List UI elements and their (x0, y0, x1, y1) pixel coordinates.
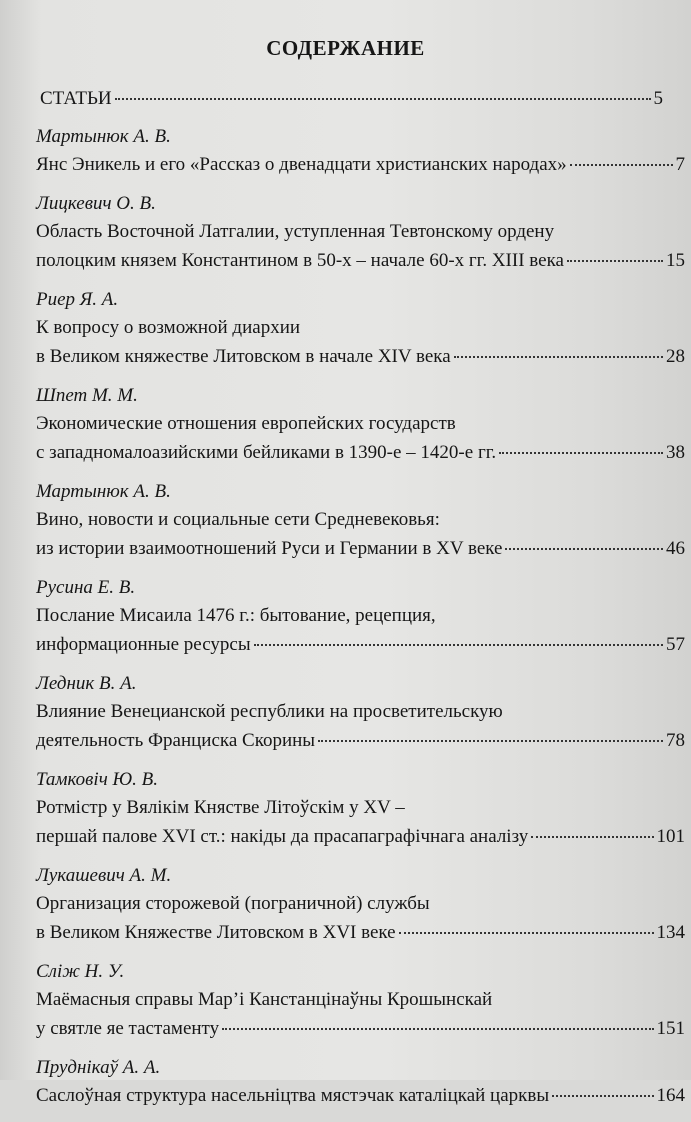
entry-page-number: 101 (656, 826, 685, 847)
entry-author: Русина Е. В. (36, 577, 136, 598)
toc-entry (36, 767, 685, 851)
entry-title-text: Маёмасныя справы Мар’і Канстанцінаўны Крошынскай (36, 989, 493, 1010)
entry-title-line (36, 726, 685, 755)
page-title: СОДЕРЖАНИЕ (266, 36, 425, 60)
section-heading (40, 88, 663, 110)
table-of-contents (36, 124, 685, 1122)
toc-entry (36, 671, 685, 755)
toc-entry (36, 1055, 685, 1110)
leader-dots (399, 931, 654, 934)
entry-title-line (36, 150, 685, 179)
entry-title-line (36, 1014, 685, 1043)
entry-title-text: в Великом княжестве Литовском в начале XIV века (36, 346, 451, 367)
entry-title-text: К вопросу о возможной диархии (36, 317, 301, 338)
entry-title-line (36, 793, 685, 822)
entry-page-number: 46 (666, 538, 685, 559)
entry-title-line (36, 630, 685, 659)
entry-title-line (36, 918, 685, 947)
toc-entry (36, 124, 685, 179)
entry-title-text: с западномалоазийскими бейликами в 1390-е – 1420-е гг. (36, 442, 497, 463)
section-label: СТАТЬИ (40, 88, 112, 109)
entry-title-line (36, 246, 685, 275)
entry-author: Риер Я. А. (36, 289, 119, 310)
leader-dots (254, 643, 663, 646)
entry-title-text: деятельность Франциска Скорины (36, 730, 316, 751)
entry-title-text: Область Восточной Латгалии, уступленная Тевтонскому ордену (36, 221, 555, 242)
section-page-number: 5 (653, 88, 663, 109)
toc-entry (36, 287, 685, 371)
entry-title-text: Ротмістр у Вялікім Княстве Літоўскім у XV – (36, 797, 405, 818)
entry-title-text: першай палове XVI ст.: накіды да прасапаграфічнага аналізу (36, 826, 529, 847)
entry-title-text: Вино, новости и социальные сети Средневековья: (36, 509, 440, 530)
entry-title-text: полоцким князем Константином в 50-х – начале 60-х гг. XIII века (36, 250, 564, 271)
entry-page-number: 57 (666, 634, 685, 655)
leader-dots (115, 97, 651, 100)
entry-page-number: 38 (666, 442, 685, 463)
toc-entry (36, 575, 685, 659)
toc-entry (36, 863, 685, 947)
entry-page-number: 151 (656, 1018, 685, 1039)
leader-dots (505, 547, 663, 550)
entry-title-line (36, 313, 685, 342)
entry-author: Тамковіч Ю. В. (36, 769, 158, 790)
entry-title-line (36, 1081, 685, 1110)
entry-title-text: Послание Мисаила 1476 г.: бытование, рецепция, (36, 605, 436, 626)
leader-dots (499, 451, 663, 454)
toc-entry (36, 479, 685, 563)
entry-author: Ледник В. А. (36, 673, 137, 694)
entry-page-number: 28 (666, 346, 685, 367)
entry-title-text: Экономические отношения европейских государств (36, 413, 456, 434)
entry-title-text: Саслоўная структура насельніцтва мястэчак каталіцкай царквы (36, 1085, 550, 1106)
leader-dots (552, 1094, 653, 1097)
leader-dots (570, 163, 673, 166)
entry-title-text: Янс Эникель и его «Рассказ о двенадцати христианских народах» (36, 154, 567, 175)
entry-author: Мартынюк А. В. (36, 126, 171, 147)
entry-title-line (36, 505, 685, 534)
leader-dots (454, 355, 663, 358)
leader-dots (531, 835, 653, 838)
toc-entry (36, 383, 685, 467)
entry-page-number: 164 (656, 1085, 685, 1106)
entry-title-text: у святле яе тастаменту (36, 1018, 220, 1039)
entry-title-line (36, 342, 685, 371)
entry-title-text: Организация сторожевой (пограничной) службы (36, 893, 430, 914)
toc-entry (36, 191, 685, 275)
entry-page-number: 134 (656, 922, 685, 943)
entry-title-line (36, 697, 685, 726)
entry-author: Шпет М. М. (36, 385, 138, 406)
toc-entry (36, 959, 685, 1043)
entry-page-number: 7 (675, 154, 685, 175)
leader-dots (318, 739, 663, 742)
entry-title-text: из истории взаимоотношений Руси и Германии в XV веке (36, 538, 503, 559)
entry-title-line (36, 601, 685, 630)
entry-title-text: Влияние Венецианской республики на просветительскую (36, 701, 503, 722)
entry-author: Пруднікаў А. А. (36, 1057, 161, 1078)
entry-author: Мартынюк А. В. (36, 481, 171, 502)
leader-dots (567, 259, 663, 262)
entry-author: Лукашевич А. М. (36, 865, 172, 886)
entry-title-line (36, 985, 685, 1014)
entry-title-line (36, 217, 685, 246)
entry-author: Сліж Н. У. (36, 961, 125, 982)
entry-author: Лицкевич О. В. (36, 193, 156, 214)
entry-title-line (36, 534, 685, 563)
entry-title-line (36, 822, 685, 851)
leader-dots (222, 1027, 653, 1030)
entry-title-line (36, 409, 685, 438)
entry-page-number: 78 (666, 730, 685, 751)
entry-page-number: 15 (666, 250, 685, 271)
entry-title-line (36, 438, 685, 467)
entry-title-line (36, 889, 685, 918)
entry-title-text: информационные ресурсы (36, 634, 251, 655)
entry-title-text: в Великом Княжестве Литовском в XVI веке (36, 922, 396, 943)
